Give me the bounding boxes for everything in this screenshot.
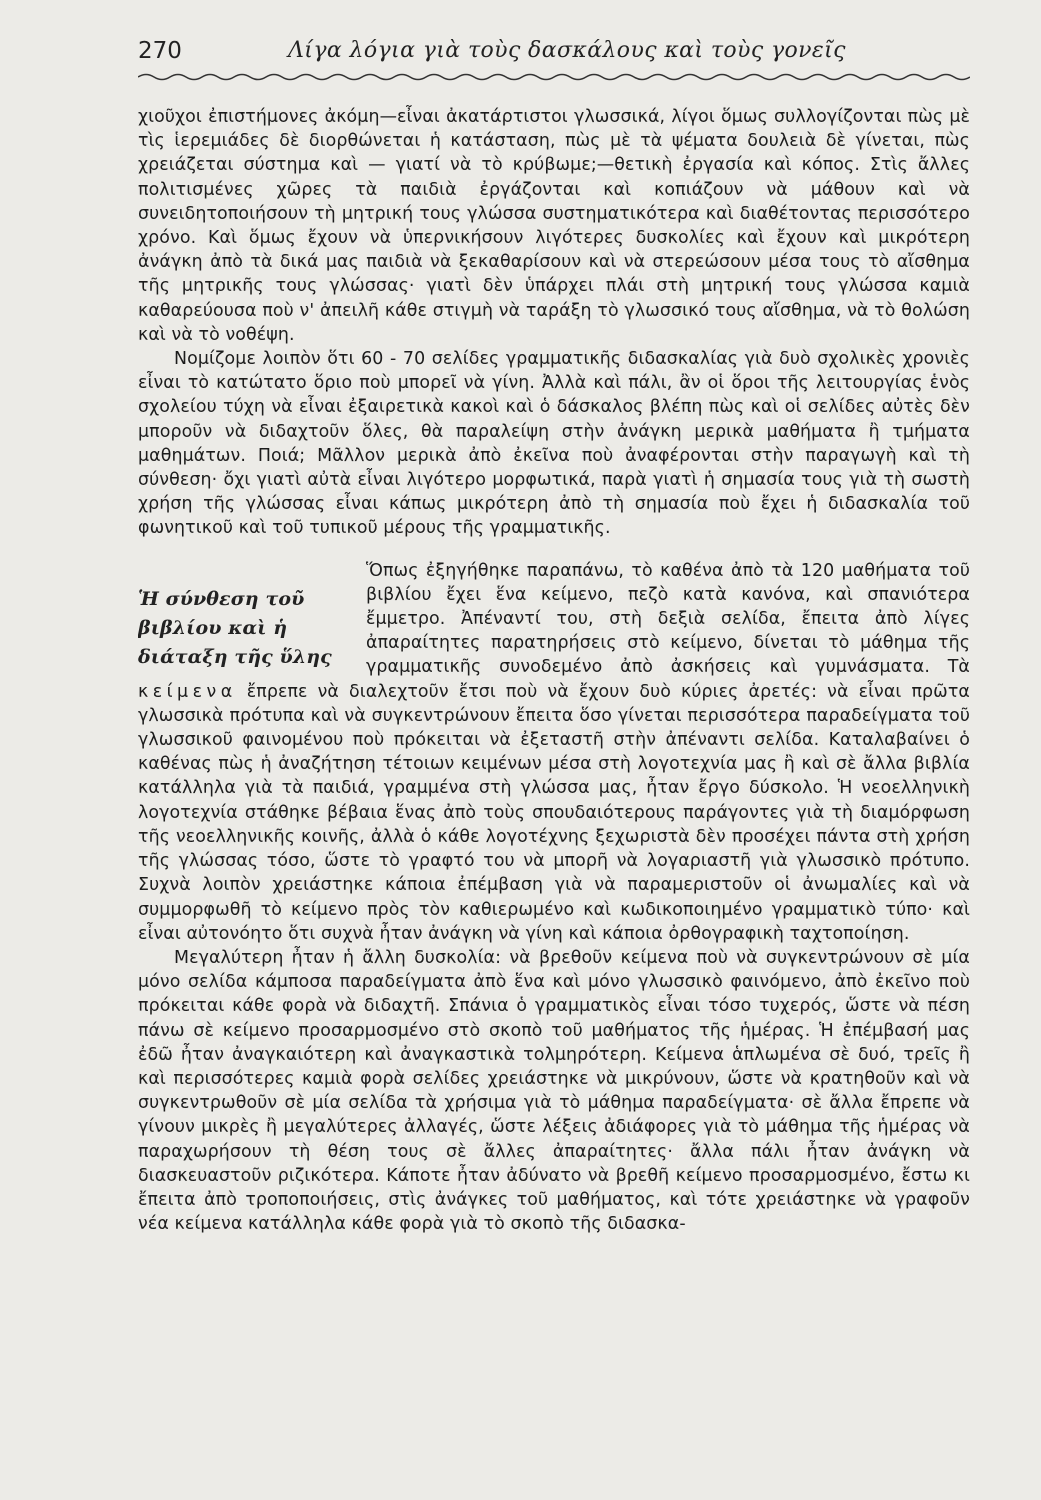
- spaced-word: κείμενα: [138, 681, 237, 702]
- margin-heading-line-1: Ἡ σύνθεση τοῦ: [138, 587, 305, 610]
- paragraph-3-part-2: ἔπρεπε νὰ διαλεχτοῦν ἔτσι ποὺ νὰ ἔχουν δυὸ κύριες ἀρετές: νὰ εἶναι πρῶτα γλωσσικὰ πρότυπα καὶ νὰ συγκεντρώνουν ἔπειτα ὅσο γίνεται περισσότερα παραδείγματα τοῦ γλωσσικοῦ φαινομένου ποὺ πρόκειται νὰ ἐξεταστῆ στὴν ἀπέναντι σελίδα. Καταλαβαίνει ὁ καθένας πὼς ἡ ἀναζήτηση τέτοιων κειμένων μέσα στὴ λογοτεχνία μας ἢ καὶ σὲ ἄλλα βιβλία κατάλληλα γιὰ τὰ παιδιά, γραμμένα στὴ γλώσσα μας, ἦταν ἔργο δύσκολο. Ἡ νεοελληνικὴ λογοτεχνία στάθηκε βέβαια ἕνας ἀπὸ τοὺς σπουδαιότερους παράγοντες γιὰ τὴ διαμόρφωση τῆς νεοελληνικῆς κοινῆς, ἀλλὰ ὁ κάθε λογοτέχνης ξεχωριστὰ δὲν προσέχει πάντα στὴ χρήση τῆς γλώσσας τόσο, ὥστε τὸ γραφτό του νὰ μπορῆ νὰ λογαριαστῆ γιὰ γλωσσικὸ πρότυπο. Συχνὰ λοιπὸν χρειάστηκε κάποια ἐπέμβαση γιὰ νὰ παραμεριστοῦν οἱ ἀνωμαλίες καὶ νὰ συμμορφωθῆ τὸ κείμενο πρὸς τὸν καθιερωμένο καὶ κωδικοποιημένο γραμματικὸ τύπο· καὶ εἶναι αὐτονόητο ὅτι συχνὰ ἦταν ἀνάγκη νὰ γίνη καὶ κάποια ὀρθογραφικὴ ταχτοποίηση.: [138, 681, 970, 944]
- decorative-rule: [138, 70, 970, 84]
- body-text: [138, 105, 970, 1236]
- running-title: Λίγα λόγια γιὰ τοὺς δασκάλους καὶ τοὺς γονεῖς: [288, 38, 846, 63]
- margin-heading-line-2: βιβλίου καὶ ἡ: [138, 616, 288, 639]
- paragraph-2: Νομίζομε λοιπὸν ὅτι 60 - 70 σελίδες γραμματικῆς διδασκαλίας γιὰ δυὸ σχολικὲς χρονιὲς εἶναι τὸ κατώτατο ὅριο ποὺ μπορεῖ νὰ γίνη. Ἀλλὰ καὶ πάλι, ἂν οἱ ὅροι τῆς λειτουργίας ἑνὸς σχολείου τύχη νὰ εἶναι ἐξαιρετικὰ κακοὶ καὶ ὁ δάσκαλος βλέπη πὼς καὶ οἱ σελίδες αὐτὲς δὲν μποροῦν νὰ διδαχτοῦν ὅλες, θὰ παραλείψη στὴν ἀνάγκη μερικὰ μαθήματα ἢ τμήματα μαθημάτων. Ποιά; Μᾶλλον μερικὰ ἀπὸ ἐκεῖνα ποὺ ἀναφέρονται στὴν παραγωγὴ καὶ τὴ σύνθεση· ὄχι γιατὶ αὐτὰ εἶναι λιγότερο μορφωτικά, παρὰ γιατὶ ἡ σημασία τους γιὰ τὴ σωστὴ χρήση τῆς γλώσσας εἶναι κάπως μικρότερη ἀπὸ τὴ σημασία ποὺ ἔχει ἡ διδασκαλία τοῦ φωνητικοῦ καὶ τοῦ τυπικοῦ μέρους τῆς γραμματικῆς.: [138, 349, 970, 539]
- margin-heading: [138, 585, 360, 672]
- section-composition: [138, 559, 970, 946]
- margin-heading-line-3: διάταξη τῆς ὕλης: [138, 645, 332, 668]
- paragraph-3-part-1: Ὅπως ἐξηγήθηκε παραπάνω, τὸ καθένα ἀπὸ τὰ 120 μαθήματα τοῦ βιβλίου ἔχει ἕνα κείμενο, πεζὸ κατὰ κανόνα, καὶ σπανιότερα ἔμμετρο. Ἀπέναντί του, στὴ δεξιὰ σελίδα, ἔπειτα ἀπὸ λίγες ἀπαραίτητες παρατηρήσεις στὸ κείμενο, δίνεται τὸ μάθημα τῆς γραμματικῆς συνοδεμένο ἀπὸ ἀσκήσεις καὶ γυμνάσματα. Τὰ: [366, 560, 970, 678]
- page-number: 270: [138, 38, 182, 64]
- paragraph-4: Μεγαλύτερη ἦταν ἡ ἄλλη δυσκολία: νὰ βρεθοῦν κείμενα ποὺ νὰ συγκεντρώνουν σὲ μία μόνο σελίδα κάμποσα παραδείγματα ἀπὸ ἕνα καὶ μόνο γλωσσικὸ φαινόμενο, ἀπὸ ἐκεῖνο ποὺ πρόκειται κάθε φορὰ νὰ διδαχτῆ. Σπάνια ὁ γραμματικὸς εἶναι τόσο τυχερός, ὥστε νὰ πέση πάνω σὲ κείμενο προσαρμοσμένο στὸ σκοπὸ τοῦ μαθήματος τῆς ἡμέρας. Ἡ ἐπέμβασή μας ἐδῶ ἦταν ἀναγκαιότερη καὶ ἀναγκαστικὰ τολμηρότερη. Κείμενα ἁπλωμένα σὲ δυό, τρεῖς ἢ καὶ περισσότερες καμιὰ φορὰ σελίδες χρειάστηκε νὰ μικρύνουν, ὥστε νὰ κρατηθοῦν καὶ νὰ συγκεντρωθοῦν σὲ μία σελίδα τὰ χρήσιμα γιὰ τὸ μάθημα παραδείγματα· σὲ ἄλλα ἔπρεπε νὰ γίνουν μικρὲς ἢ μεγαλύτερες ἀλλαγές, ὥστε λέξεις ἀδιάφορες γιὰ τὸ μάθημα τῆς ἡμέρας νὰ παραχωρήσουν τὴ θέση τους σὲ ἄλλες ἀπαραίτητες· ἄλλα πάλι ἦταν ἀνάγκη νὰ διασκευαστοῦν ριζικότερα. Κάποτε ἦταν ἀδύνατο νὰ βρεθῆ κείμενο προσαρμοσμένο, ἔστω κι ἔπειτα ἀπὸ τροποποιήσεις, στὶς ἀνάγκες τοῦ μαθήματος, καὶ τότε χρειάστηκε νὰ γραφοῦν νέα κείμενα κατάλληλα κάθε φορὰ γιὰ τὸ σκοπὸ τῆς διδασκα-: [138, 947, 970, 1235]
- paragraph-1: χιοῦχοι ἐπιστήμονες ἀκόμη—εἶναι ἀκατάρτιστοι γλωσσικά, λίγοι ὅμως συλλογίζονται πὼς μὲ τὶς ἱερεμιάδες δὲ διορθώνεται ἡ κατάσταση, πὼς μὲ τὰ ψέματα δουλειὰ δὲ γίνεται, πὼς χρειάζεται σύστημα καὶ — γιατί νὰ τὸ κρύβωμε;—θετικὴ ἐργασία καὶ κόπος. Στὶς ἄλλες πολιτισμένες χῶρες τὰ παιδιὰ ἐργάζονται καὶ κοπιάζουν νὰ μάθουν καὶ νὰ συνειδητοποιήσουν τὴ μητρική τους γλώσσα συστηματικότερα καὶ διαθέτοντας περισσότερο χρόνο. Καὶ ὅμως ἔχουν νὰ ὑπερνικήσουν λιγότερες δυσκολίες καὶ ἔχουν καὶ μικρότερη ἀνάγκη ἀπὸ τὰ δικά μας παιδιὰ νὰ ξεκαθαρίσουν καὶ νὰ στερεώσουν μέσα τους τὸ αἴσθημα τῆς μητρικῆς τους γλώσσας· γιατὶ δὲν ὑπάρχει πλάι στὴ μητρική τους γλώσσα καμιὰ καθαρεύουσα ποὺ ν' ἀπειλῆ κάθε στιγμὴ νὰ ταράξη τὸ γλωσσικό τους αἴσθημα, νὰ τὸ θολώση καὶ νὰ τὸ νοθέψη.: [138, 107, 970, 345]
